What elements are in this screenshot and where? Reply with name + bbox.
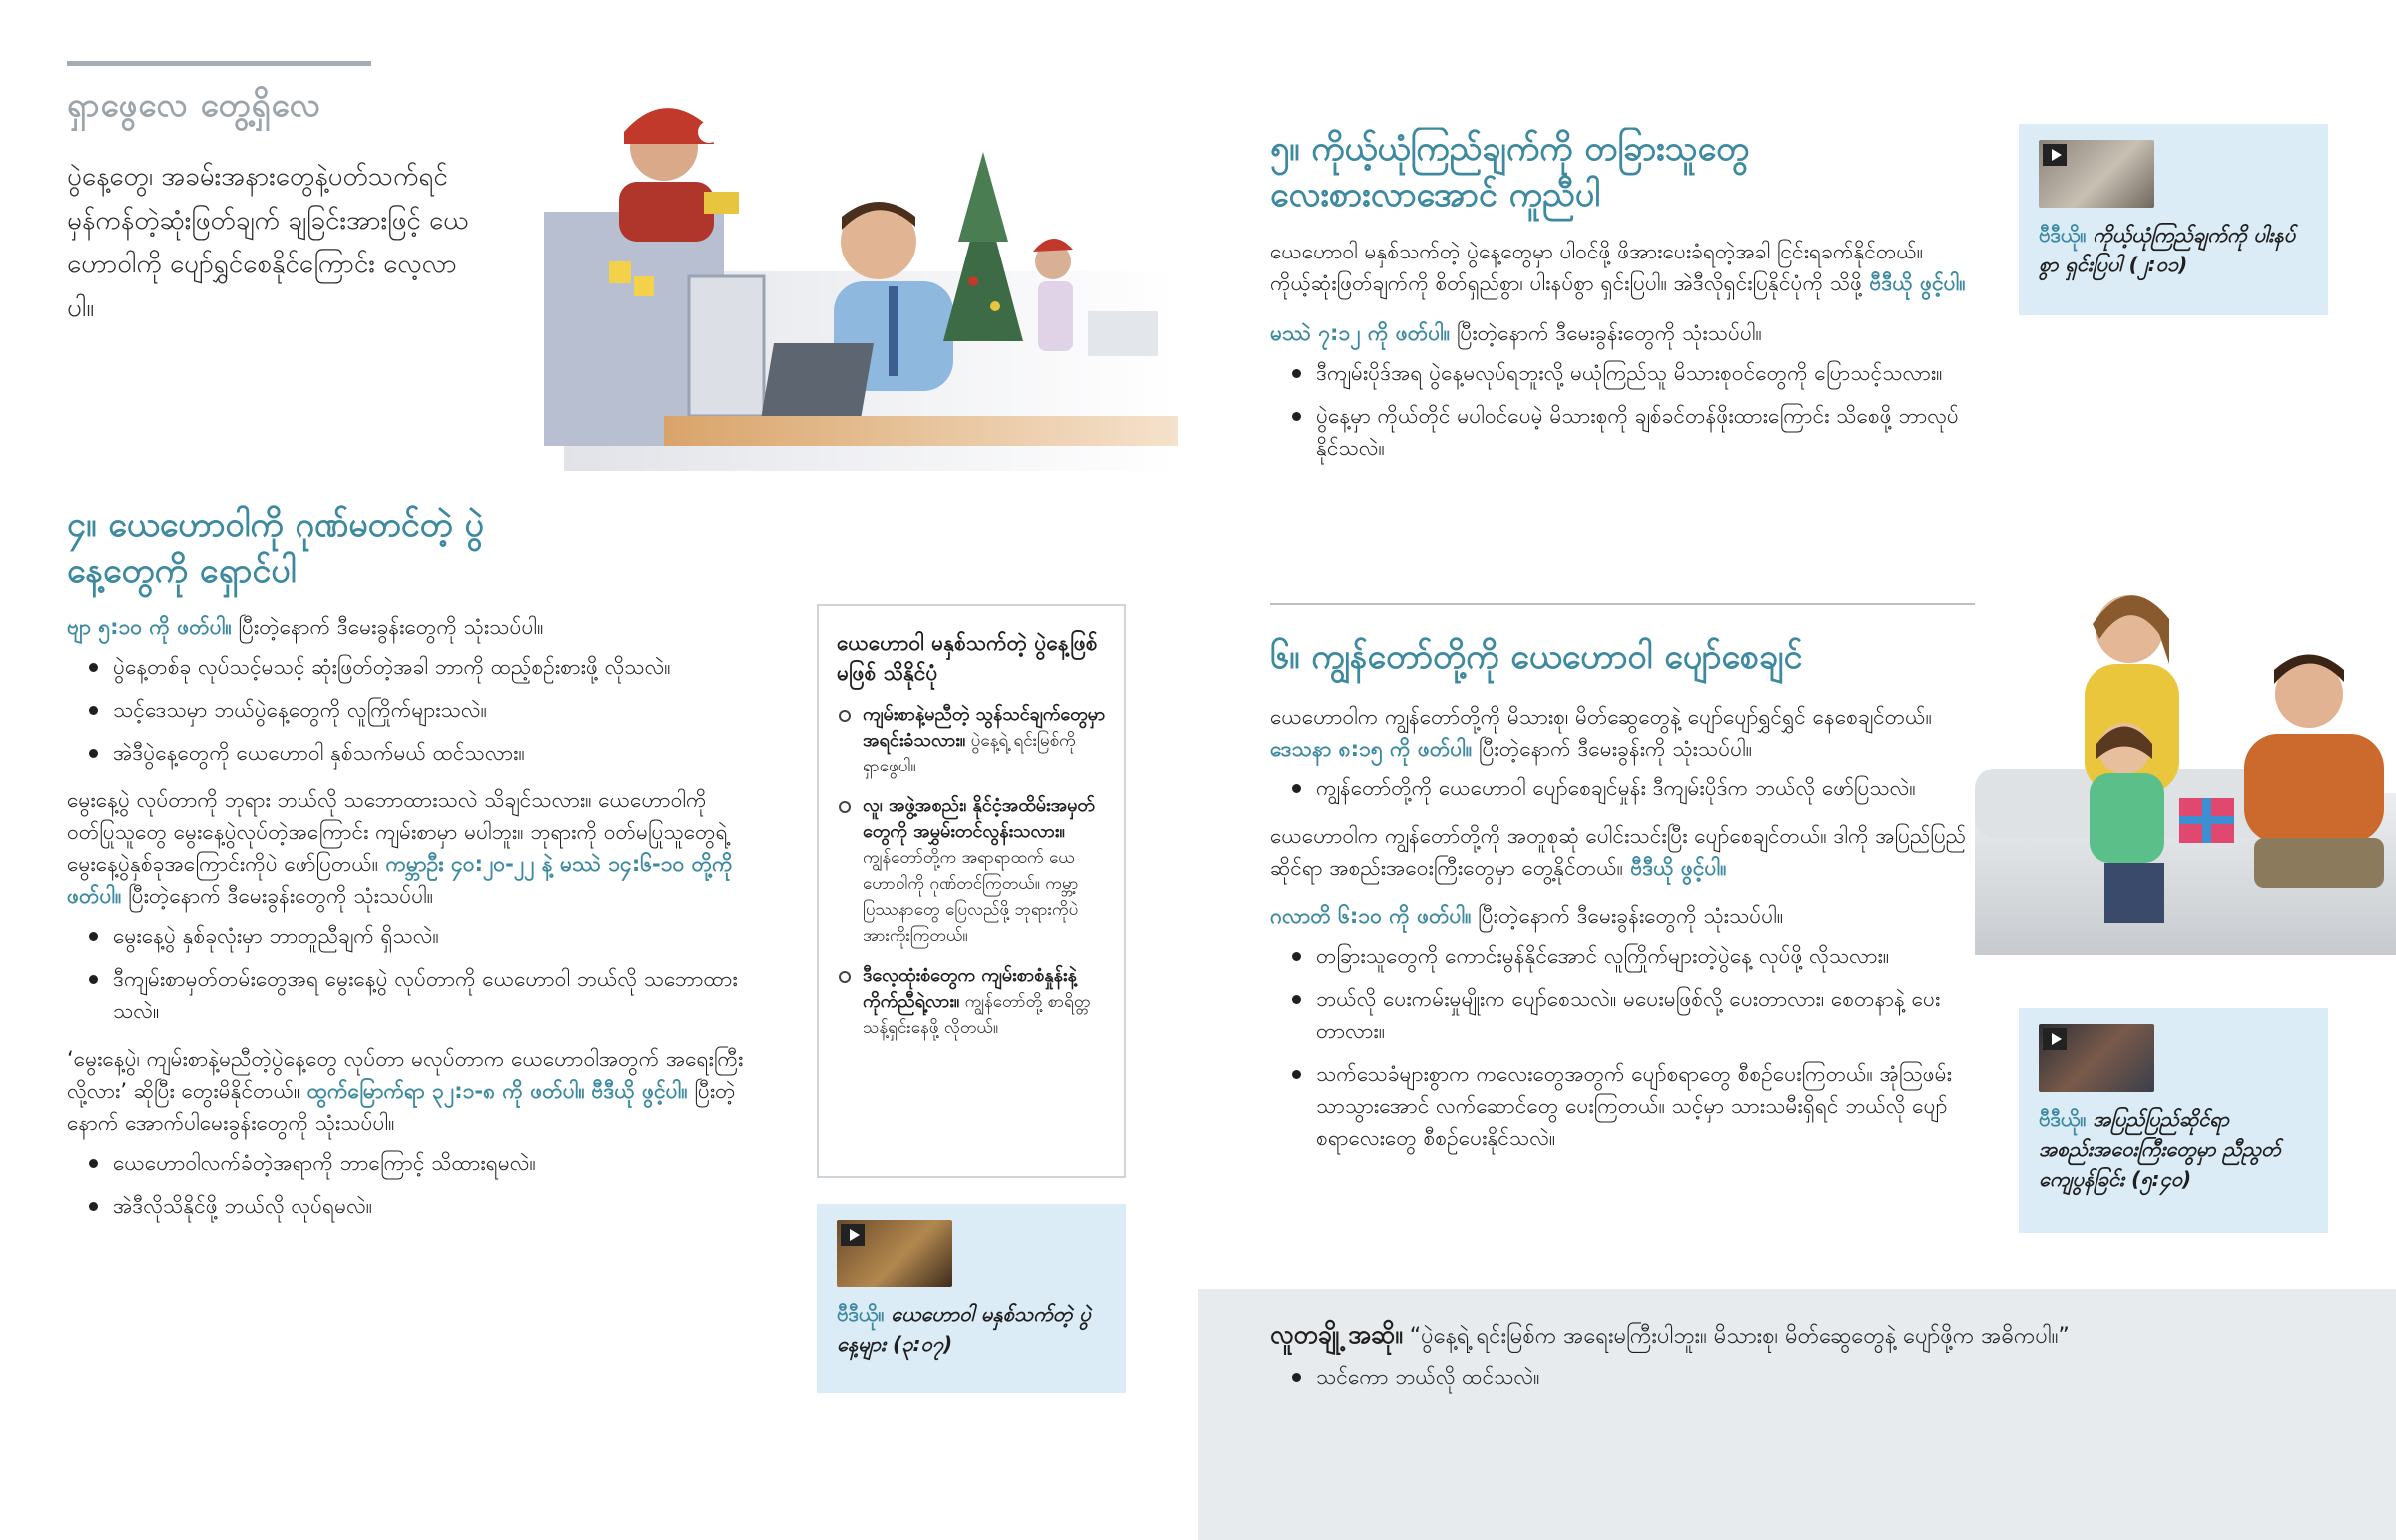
illustration-office-gift: [514, 92, 1178, 471]
video-prefix: ဗီဒီယို။: [837, 1302, 885, 1326]
section6-bullets1: [1270, 772, 1969, 804]
video-card-right-2[interactable]: [2019, 1008, 2328, 1233]
s6-p3-rest: ပြီးတဲ့နောက် ဒီမေးခွန်းတွေကို သုံးသပ်ပါ။: [1471, 904, 1784, 928]
note-box: [1198, 1289, 2396, 1540]
list-item: ဒီကျမ်းပိုဒ်အရ ပွဲနေ့မလုပ်ရဘူးလို့ မယုံကြည်သူ မိသားစုဝင်တွေကို ပြောသင့်သလား။: [1270, 357, 1969, 389]
sidebar-item-text: ကျွန်တော်တို့ စာရိတ္တသန့်ရှင်းနေဖို့ လိုတယ်။: [863, 992, 1091, 1038]
list-item: သင့်ဒေသမှာ ဘယ်ပွဲနေ့တွေကို လူကြိုက်များသလဲ။: [67, 694, 761, 726]
video-title: အပြည်ပြည်ဆိုင်ရာ အစည်းအဝေးကြီးတွေမှာ ညီညွတ်ကျေပွန်ခြင်း (၅:၄၀): [2039, 1107, 2281, 1191]
p1-rest: ပြီးတဲ့နောက် ဒီမေးခွန်းတွေကို သုံးသပ်ပါ။: [231, 615, 544, 639]
list-item: မွေးနေ့ပွဲ နှစ်ခုလုံးမှာ ဘာတူညီချက် ရှိသလဲ။: [67, 920, 761, 952]
note-bullets: [1270, 1361, 2348, 1393]
section6-content: [1270, 701, 1969, 1165]
sidebar-item-bold: လူ၊ အဖွဲ့အစည်း၊ နိုင်ငံ့အထိမ်းအမှတ်တွေကို အမွှမ်းတင်လွန်းသလား။: [863, 795, 1095, 842]
section4-p2: [67, 784, 761, 912]
video-label: [837, 1299, 1106, 1359]
section6-p3: [1270, 900, 1969, 932]
section5-p2: [1270, 317, 1969, 349]
s6-p1-rest: ပြီးတဲ့နောက် ဒီမေးခွန်းကို သုံးသပ်ပါ။: [1472, 737, 1753, 761]
scripture-link-ecclesiastes[interactable]: ဒေသနာ ၈:၁၅ ကို ဖတ်ပါ။: [1270, 737, 1473, 761]
list-item: သက်သေခံများစွာက ကလေးတွေအတွက် ပျော်စရာတွေ စီစဉ်ပေးကြတယ်။ အုံသြဖမ်းသာသွားအောင် လက်ဆောင်တွေ ပေးကြတယ်။ သင့်မှာ သားသမီးရှိရင် ဘယ်လို ပျော်စရာလေးတွေ စီစဉ်ပေးနိုင်သလဲ။: [1270, 1058, 1969, 1154]
section5-content: [1270, 236, 1969, 475]
section4-bullets3: [67, 1147, 761, 1222]
note-content: [1270, 1319, 2348, 1404]
list-item: အဲဒီလိုသိနိုင်ဖို့ ဘယ်လို လုပ်ရမလဲ။: [67, 1190, 761, 1222]
list-item: တခြားသူတွေကို ကောင်းမွန်နိုင်အောင် လူကြိုက်များတဲ့ပွဲနေ့ လုပ်ဖို့ လိုသလား။: [1270, 940, 1969, 972]
office-gift-svg: [514, 92, 1178, 471]
s6-p1-text: ယေဟောဝါက ကျွန်တော်တို့ကို မိသားစု၊ မိတ်ဆွေတွေနဲ့ ပျော်ပျော်ရွှင်ရွှင် နေစေချင်တယ်။: [1270, 705, 1932, 729]
note-quote: [1270, 1319, 2348, 1353]
section4-bullets1: [67, 651, 761, 769]
play-video-link[interactable]: ဗီဒီယို ဖွင့်ပါ။: [1622, 856, 1727, 880]
video-title: ကိုယ့်ယုံကြည်ချက်ကို ပါးနပ်စွာ ရှင်းပြပါ (၂:၀၁): [2039, 223, 2296, 276]
video-thumbnail[interactable]: [2039, 1024, 2154, 1092]
list-item: အဲဒီပွဲနေ့တွေကို ယေဟောဝါ နှစ်သက်မယ် ထင်သလား။: [67, 737, 761, 769]
section5-bullets: [1270, 357, 1969, 464]
s5-p2-rest: ပြီးတဲ့နောက် ဒီမေးခွန်းတွေကို သုံးသပ်ပါ။: [1450, 321, 1762, 345]
section6-p2: [1270, 820, 1969, 884]
list-item: ကျွန်တော်တို့ကို ယေဟောဝါ ပျော်စေချင်မှုန်း ဒီကျမ်းပိုဒ်က ဘယ်လို ဖော်ပြသလဲ။: [1270, 772, 1969, 804]
note-quote-text: “ပွဲနေ့ရဲ့ ရင်းမြစ်က အရေးမကြီးပါဘူး။ မိသားစု၊ မိတ်ဆွေတွေနဲ့ ပျော်ဖို့က အဓိကပါ။”: [1402, 1324, 2070, 1349]
section5-title: ၅။ ကိုယ့်ယုံကြည်ချက်ကို တခြားသူတွေ လေးစားလာအောင် ကူညီပါ: [1270, 129, 1750, 215]
section5-p1: [1270, 236, 1969, 299]
list-item: ပွဲနေ့တစ်ခု လုပ်သင့်မသင့် ဆုံးဖြတ်တဲ့အခါ ဘာကို ထည့်စဉ်းစားဖို့ လိုသလဲ။: [67, 651, 761, 683]
video-label: [2039, 220, 2308, 279]
sidebar-item-bold: ဒီလေ့ထုံးစံတွေက ကျမ်းစာစံနှုန်းနဲ့ ကိုက်ညီရဲ့လား။: [863, 965, 1077, 1012]
video-prefix: ဗီဒီယို။: [2039, 1107, 2087, 1131]
s6-p2-text: ယေဟောဝါက ကျွန်တော်တို့ကို အတူစုဆုံ ပေါင်းသင်းပြီး ပျော်စေချင်တယ်။ ဒါကို အပြည်ပြည်ဆိုင်ရာ အစည်းအဝေးကြီးတွေမှာ တွေ့နိုင်တယ်။: [1270, 824, 1967, 880]
play-video-link[interactable]: ဗီဒီယို ဖွင့်ပါ။: [1862, 271, 1966, 295]
sidebar-item-text: ကျွန်တော်တို့က အရာရာထက် ယေဟောဝါကို ဂုဏ်တင်ကြတယ်။ ကမ္ဘာ့ပြဿနာတွေ ပြေလည်ဖို့ ဘုရားကိုပဲ အားကိုးကြတယ်။: [863, 848, 1079, 946]
sidebar-item-text: ပွဲနေ့ရဲ့ ရင်းမြစ်ကို ရှာဖွေပါ။: [863, 731, 1076, 776]
section4-title: ၄။ ယေဟောဝါကို ဂုဏ်မတင်တဲ့ ပွဲနေ့တွေကို ရှောင်ပါ: [67, 505, 484, 591]
play-video-link[interactable]: ဗီဒီယို ဖွင့်ပါ။: [591, 1079, 688, 1103]
play-icon[interactable]: [2043, 1028, 2067, 1050]
section4-p3: [67, 1043, 761, 1139]
video-title: ယေဟောဝါ မနှစ်သက်တဲ့ ပွဲနေ့များ (၃:၀၇): [837, 1302, 1091, 1356]
list-item: သင်ကော ဘယ်လို ထင်သလဲ။: [1270, 1361, 2348, 1393]
p2-text: မွေးနေ့ပွဲ လုပ်တာကို ဘုရား ဘယ်လို သဘောထားသလဲ သိချင်သလား။ ယေဟောဝါကို ဝတ်ပြုသူတွေ မွေးနေ့ပွဲလုပ်တဲ့အကြောင်း ကျမ်းစာမှာ မပါဘူး။ ဘုရားကို ဝတ်မပြုသူတွေရဲ့ မွေးနေ့ပွဲနှစ်ခုအကြောင်းကိုပဲ ဖော်ပြတယ်။: [67, 788, 728, 876]
family-gift-svg: [1975, 564, 2396, 955]
video-thumbnail[interactable]: [2039, 140, 2154, 208]
scripture-link-genesis-matthew[interactable]: ကမ္ဘာဦး ၄၀:၂၀-၂၂ နဲ့ မဿဲ ၁၄:၆-၁၀ တို့ကို ဖတ်ပါ။: [67, 852, 733, 908]
sidebar-item-bold: ကျမ်းစာနဲ့မညီတဲ့ သွန်သင်ချက်တွေမှာ အရင်းခံသလား။: [863, 704, 1106, 751]
p3-rest: ပြီးတဲ့နောက် အောက်ပါမေးခွန်းတွေကို သုံးသပ်ပါ။: [67, 1079, 736, 1135]
scripture-link-galatians[interactable]: ဂလာတိ ၆:၁၀ ကို ဖတ်ပါ။: [1270, 904, 1472, 928]
scripture-link-matthew[interactable]: မဿဲ ၇:၁၂ ကို ဖတ်ပါ။: [1270, 321, 1451, 345]
s5-p1-text: ယေဟောဝါ မနှစ်သက်တဲ့ ပွဲနေ့တွေမှာ ပါဝင်ဖို့ ဖိအားပေးခံရတဲ့အခါ ငြင်းရခက်နိုင်တယ်။ ကိုယ့်ဆုံးဖြတ်ချက်ကို စိတ်ရှည်စွာ၊ ပါးနပ်စွာ ရှင်းပြပါ။ အဲဒီလိုရှင်းပြနိုင်ပုံကို သိဖို့: [1270, 240, 1924, 295]
p3-text: ‘မွေးနေ့ပွဲ၊ ကျမ်းစာနဲ့မညီတဲ့ပွဲနေ့တွေ လုပ်တာ မလုပ်တာက ယေဟောဝါအတွက် အရေးကြီးလို့လား’ ဆိုပြီး တွေးမိနိုင်တယ်။: [67, 1047, 744, 1103]
play-icon[interactable]: [2043, 144, 2067, 166]
play-icon[interactable]: [841, 1224, 865, 1246]
list-item: ပွဲနေ့မှာ ကိုယ်တိုင် မပါဝင်ပေမဲ့ မိသားစုကို ချစ်ခင်တန်ဖိုးထားကြောင်း သိစေဖို့ ဘာလုပ်နိုင်သလဲ။: [1270, 400, 1969, 464]
video-label: [2039, 1104, 2308, 1194]
video-card-left[interactable]: [817, 1204, 1126, 1393]
sidebar-item: [837, 963, 1106, 1041]
section4-content: [67, 611, 761, 1233]
sidebar-item: [837, 702, 1106, 779]
section6-p1: [1270, 701, 1969, 765]
sidebar-title: ယေဟောဝါ မနှစ်သက်တဲ့ ပွဲနေ့ဖြစ်မဖြစ် သိနိုင်ပုံ: [837, 631, 1098, 685]
top-rule: [67, 61, 371, 66]
section6-title: ၆။ ကျွန်တော်တို့ကို ယေဟောဝါ ပျော်စေချင်: [1270, 637, 1803, 677]
list-item: ယေဟောဝါလက်ခံတဲ့အရာကို ဘာကြောင့် သိထားရမလဲ။: [67, 1147, 761, 1179]
list-item: ဘယ်လို ပေးကမ်းမှုမျိုးက ပျော်စေသလဲ။ မပေးမဖြစ်လို့ ပေးတာလား၊ စေတနာနဲ့ ပေးတာလား။: [1270, 983, 1969, 1047]
note-label: လူတချို့ အဆို။: [1270, 1320, 1403, 1349]
video-thumbnail[interactable]: [837, 1220, 952, 1287]
sidebar-box: [817, 604, 1126, 1178]
list-item: ဒီကျမ်းစာမှတ်တမ်းတွေအရ မွေးနေ့ပွဲ လုပ်တာကို ယေဟောဝါ ဘယ်လို သဘောထားသလဲ။: [67, 963, 761, 1027]
p2-rest: ပြီးတဲ့နောက် ဒီမေးခွန်းတွေကို သုံးသပ်ပါ။: [121, 884, 434, 908]
video-prefix: ဗီဒီယို။: [2039, 223, 2087, 247]
section6-bullets2: [1270, 940, 1969, 1154]
section4-bullets2: [67, 920, 761, 1027]
sidebar-item: [837, 793, 1106, 949]
video-card-right-1[interactable]: [2019, 124, 2328, 315]
illustration-family-gift: [1975, 564, 2396, 955]
scripture-link-exodus[interactable]: ထွက်မြောက်ရာ ၃၂:၁-၈ ကို ဖတ်ပါ။: [300, 1079, 585, 1103]
scripture-link-psalm[interactable]: ဗျာ ၅:၁၀ ကို ဖတ်ပါ။: [67, 615, 232, 639]
section4-p1: [67, 611, 761, 643]
intro-title: ရှာဖွေလေ တွေ့ရှိလေ: [67, 85, 321, 124]
intro-text: ပွဲနေ့တွေ၊ အခမ်းအနားတွေနဲ့ပတ်သက်ရင် မှန်ကန်တဲ့ဆုံးဖြတ်ချက် ချခြင်းအားဖြင့် ယေဟောဝါကို ပျော်ရွှင်စေနိုင်ကြောင်း လေ့လာပါ။: [67, 162, 469, 323]
